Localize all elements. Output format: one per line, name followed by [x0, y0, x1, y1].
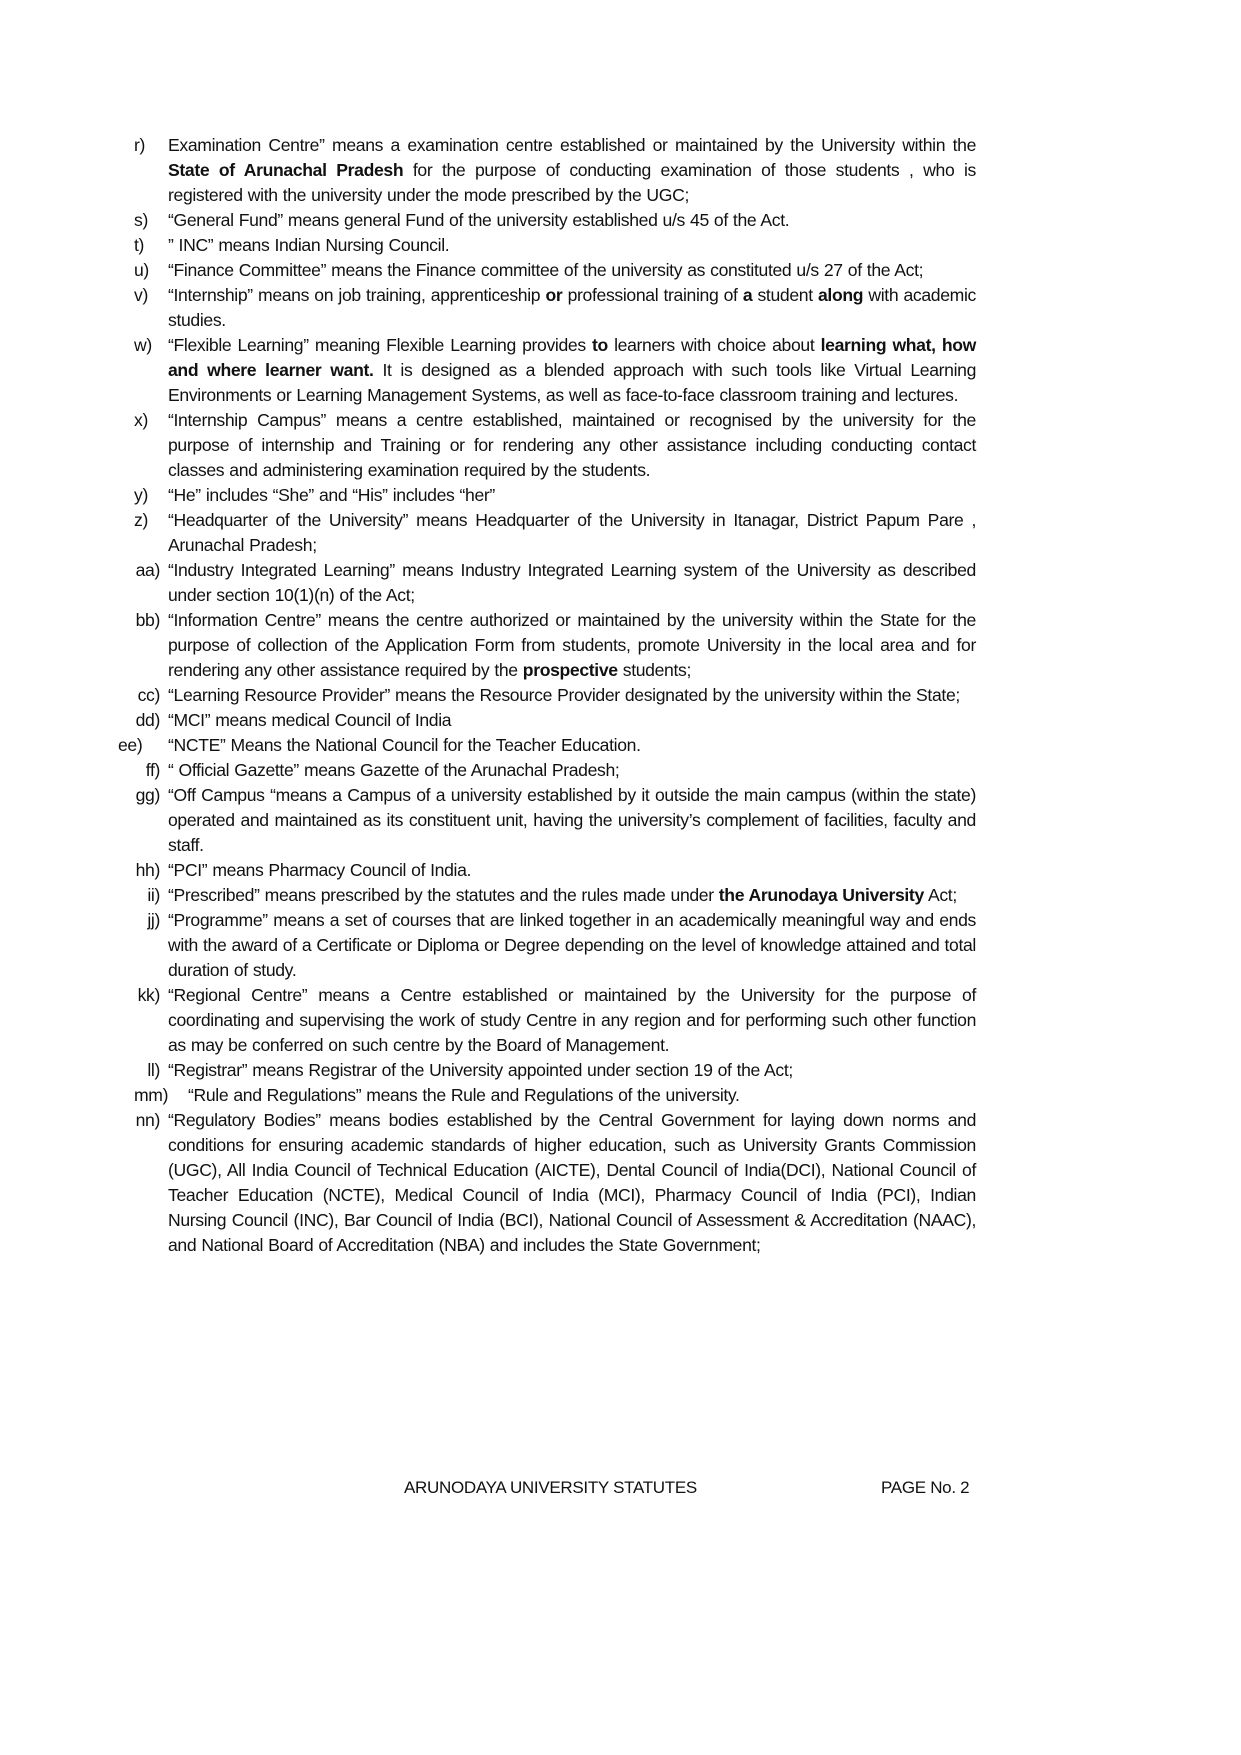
text-run: “Off Campus “means a Campus of a university established by it outside the main campus (within the state) operated and maintained as its constituent unit, having the university’s complement of facilities, faculty and staff. [168, 785, 976, 855]
definition-item [120, 208, 976, 233]
definition-item [120, 283, 976, 333]
definition-label: nn) [135, 1110, 160, 1130]
definition-item [120, 558, 976, 608]
bold-text: along [817, 285, 864, 305]
definition-label: r) [134, 135, 146, 155]
text-run: with academic studies. [168, 285, 976, 330]
definition-item [120, 783, 976, 858]
definition-text [168, 885, 957, 905]
definition-label: cc) [137, 685, 160, 705]
definition-text [168, 1110, 976, 1255]
text-run: “He” includes “She” and “His” includes “her” [168, 485, 495, 505]
text-run: “Finance Committee” means the Finance committee of the university as constituted u/s 27 of the Act; [168, 260, 924, 280]
definition-text [168, 210, 789, 230]
bold-text: a [742, 285, 753, 305]
text-run: professional training of [562, 285, 743, 305]
definition-label: dd) [135, 710, 160, 730]
definition-label: z) [134, 510, 148, 530]
text-run: “Internship Campus” means a centre established, maintained or recognised by the university for the purpose of internship and Training or for rendering any other assistance including conducting contact classes and administering examination required by the students. [168, 410, 976, 480]
definition-label: w) [134, 335, 152, 355]
definition-item [120, 133, 976, 208]
definition-item [120, 858, 976, 883]
text-run: student [752, 285, 818, 305]
definition-text [168, 910, 976, 980]
definition-label: aa) [135, 560, 160, 580]
bold-text: the Arunodaya University [718, 885, 924, 905]
footer-page-number: PAGE No. 2 [881, 1478, 970, 1497]
definition-text [168, 560, 976, 605]
definition-item [120, 708, 976, 733]
text-run: “Registrar” means Registrar of the University appointed under section 19 of the Act; [168, 1060, 793, 1080]
text-run: “Headquarter of the University” means Headquarter of the University in Itanagar, District Papum Pare , Arunachal Pradesh; [168, 510, 976, 555]
definition-label: ff) [145, 760, 160, 780]
definition-text [168, 135, 976, 205]
text-run: “Industry Integrated Learning” means Industry Integrated Learning system of the University as described under section 10(1)(n) of the Act; [168, 560, 976, 605]
definition-label: jj) [147, 910, 160, 930]
text-run: Examination Centre” means a examination centre established or maintained by the University within the [168, 135, 976, 155]
definition-label: t) [134, 235, 145, 255]
definition-item [120, 1108, 976, 1258]
definitions-list [120, 133, 976, 1258]
definition-text [168, 685, 960, 705]
definition-item [120, 333, 976, 408]
definition-label: y) [134, 485, 148, 505]
text-run: “ Official Gazette” means Gazette of the Arunachal Pradesh; [168, 760, 620, 780]
definition-item [120, 883, 976, 908]
definition-text [168, 510, 976, 555]
text-run: “Prescribed” means prescribed by the statutes and the rules made under [168, 885, 719, 905]
definition-item [120, 1083, 976, 1108]
definition-text [168, 985, 976, 1055]
text-run: “Flexible Learning” meaning Flexible Learning provides [168, 335, 592, 355]
definition-label: ee) [118, 735, 143, 755]
definition-label: ll) [147, 1060, 160, 1080]
text-run: “Rule and Regulations” means the Rule and Regulations of the university. [188, 1085, 740, 1105]
definition-item [120, 258, 976, 283]
definition-item [120, 983, 976, 1058]
definition-item [120, 683, 976, 708]
definition-text [168, 785, 976, 855]
text-run: “Regulatory Bodies” means bodies established by the Central Government for laying down norms and conditions for ensuring academic standards of higher education, such as University Grants Commission (UGC), All India Council of Technical Education (AICTE), Dental Council of India(DCI), National Council of Teacher Education (NCTE), Medical Council of India (MCI), Pharmacy Council of India (PCI), Indian Nursing Council (INC), Bar Council of India (BCI), National Council of Assessment & Accreditation (NAAC), and National Board of Accreditation (NBA) and includes the State Government; [168, 1110, 976, 1255]
definition-label: bb) [135, 610, 160, 630]
definition-text [168, 735, 641, 755]
text-run: for the purpose of conducting examination of those students , who is registered with the university under the mode prescribed by the UGC; [168, 160, 976, 205]
text-run: Act; [923, 885, 957, 905]
text-run: “Programme” means a set of courses that are linked together in an academically meaningful way and ends with the award of a Certificate or Diploma or Degree depending on the level of knowledge attained and total duration of study. [168, 910, 976, 980]
bold-text: learning what, how and where learner want. [168, 335, 976, 380]
definition-label: s) [134, 210, 148, 230]
definition-text [168, 710, 451, 730]
definition-text [168, 285, 976, 330]
text-run: “PCI” means Pharmacy Council of India. [168, 860, 472, 880]
text-run: “NCTE” Means the National Council for the Teacher Education. [168, 735, 641, 755]
definition-label: v) [134, 285, 148, 305]
text-run: ” INC” means Indian Nursing Council. [168, 235, 450, 255]
text-run: learners with choice about [607, 335, 821, 355]
definition-item [120, 733, 976, 758]
bold-text: or [545, 285, 563, 305]
definition-item [120, 908, 976, 983]
text-run: “Regional Centre” means a Centre established or maintained by the University for the purpose of coordinating and supervising the work of study Centre in any region and for performing such other function as may be conferred on such centre by the Board of Management. [168, 985, 976, 1055]
definition-label: ii) [147, 885, 160, 905]
definition-text [168, 410, 976, 480]
text-run: It is designed as a blended approach with such tools like Virtual Learning Environments or Learning Management Systems, as well as face-to-face classroom training and lectures. [168, 360, 977, 405]
definition-text [168, 1060, 793, 1080]
text-run: “Learning Resource Provider” means the Resource Provider designated by the university within the State; [168, 685, 960, 705]
definition-item [120, 508, 976, 558]
definition-text [168, 860, 471, 880]
definition-text [168, 485, 495, 505]
definition-text [188, 1085, 740, 1105]
definition-label: kk) [137, 985, 160, 1005]
footer-title: ARUNODAYA UNIVERSITY STATUTES [404, 1478, 697, 1497]
text-run: “MCI” means medical Council of India [168, 710, 452, 730]
definition-label: hh) [135, 860, 160, 880]
text-run: “Internship” means on job training, apprenticeship [168, 285, 546, 305]
bold-text: State of Arunachal Pradesh [168, 160, 404, 180]
definition-text [168, 260, 923, 280]
bold-text: prospective [522, 660, 618, 680]
bold-text: to [591, 335, 608, 355]
text-run: “Information Centre” means the centre authorized or maintained by the university within the State for the purpose of collection of the Application Form from students, promote University in the local area and for rendering any other assistance required by the [168, 610, 976, 680]
definition-label: u) [134, 260, 149, 280]
definition-item [120, 758, 976, 783]
definition-item [120, 608, 976, 683]
definition-item [120, 233, 976, 258]
definition-label: mm) [134, 1085, 169, 1105]
definition-text [168, 335, 976, 405]
definition-text [168, 760, 619, 780]
definition-text [168, 235, 449, 255]
text-run: “General Fund” means general Fund of the university established u/s 45 of the Act. [168, 210, 790, 230]
definition-item [120, 1058, 976, 1083]
definition-item [120, 408, 976, 483]
definition-item [120, 483, 976, 508]
text-run: students; [617, 660, 692, 680]
definition-label: gg) [135, 785, 160, 805]
definition-label: x) [134, 410, 148, 430]
definition-text [168, 610, 976, 680]
